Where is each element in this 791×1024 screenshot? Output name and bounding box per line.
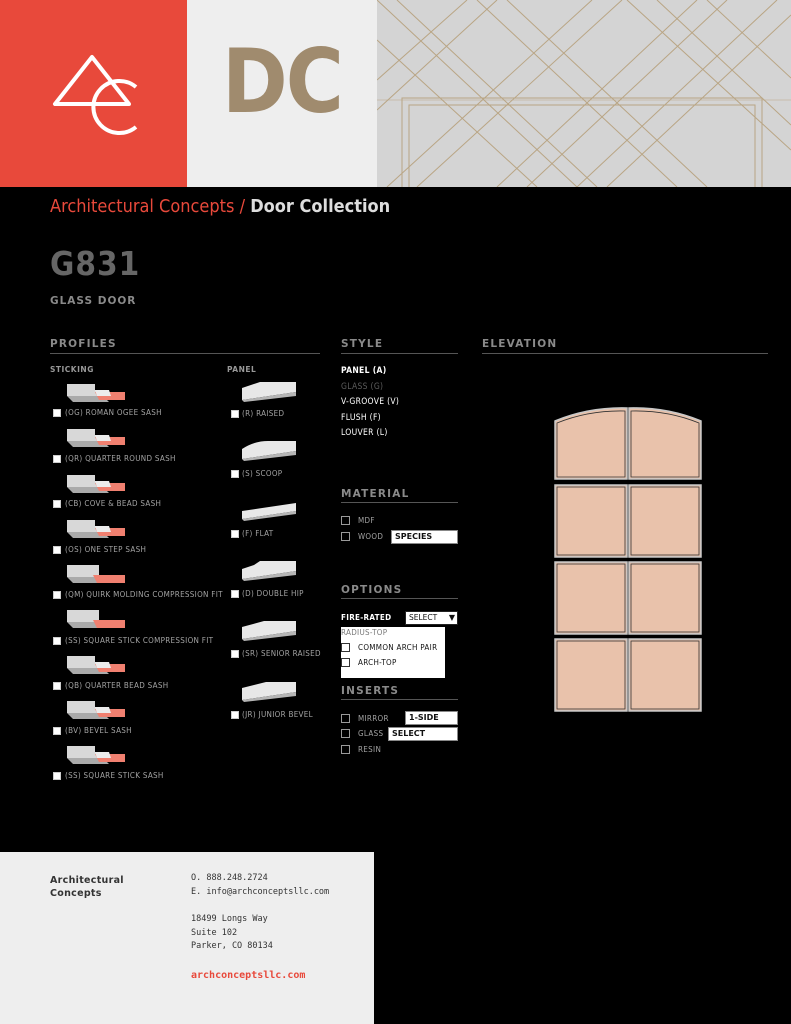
panel-profile-image (240, 378, 298, 404)
profiles-rule (50, 353, 320, 354)
panel-checkbox[interactable] (231, 650, 239, 658)
style-option-flush[interactable]: FLUSH (F) (341, 412, 381, 423)
style-heading: STYLE (341, 338, 384, 350)
panel-checkbox[interactable] (231, 590, 239, 598)
fire-rated-select-value: SELECT (409, 613, 438, 622)
sticking-heading: STICKING (50, 365, 94, 374)
panel-label: (S) SCOOP (242, 469, 283, 478)
company-name: Architectural Concepts (50, 196, 235, 217)
sticking-label: (QR) QUARTER ROUND SASH (65, 454, 176, 463)
inserts-rule (341, 699, 458, 700)
sticking-checkbox[interactable] (53, 682, 61, 690)
sticking-checkbox[interactable] (53, 546, 61, 554)
footer-address (191, 913, 273, 954)
inserts-heading: INSERTS (341, 685, 400, 697)
style-rule (341, 353, 458, 354)
door-elevation-drawing (553, 405, 703, 713)
radius-top-option[interactable]: RADIUS-TOP (341, 628, 388, 637)
glass-pane (629, 408, 701, 479)
chevron-down-icon: ▼ (448, 613, 455, 622)
mirror-label: MIRROR (358, 714, 389, 723)
sticking-profile-image (65, 561, 127, 589)
brand-separator: / (234, 196, 251, 217)
glass-pane (629, 562, 701, 634)
style-option-glass[interactable]: GLASS (G) (341, 381, 384, 392)
sticking-checkbox[interactable] (53, 591, 61, 599)
sticking-label: (SS) SQUARE STICK COMPRESSION FIT (65, 636, 214, 645)
footer-address-line2: Suite 102 (191, 927, 238, 938)
footer-company-line1: Architectural (50, 875, 124, 886)
sticking-checkbox[interactable] (53, 500, 61, 508)
mirror-field[interactable]: 1-SIDE (405, 711, 458, 725)
product-type: GLASS DOOR (50, 295, 137, 307)
sticking-checkbox[interactable] (53, 772, 61, 780)
footer-address-line1: 18499 Longs Way (191, 914, 268, 924)
style-list (341, 364, 399, 442)
panel-label: (F) FLAT (242, 529, 274, 538)
sticking-checkbox[interactable] (53, 637, 61, 645)
panel-profile-image (240, 557, 298, 583)
panel-label: (R) RAISED (242, 409, 285, 418)
panel-checkbox[interactable] (231, 470, 239, 478)
sticking-checkbox[interactable] (53, 455, 61, 463)
sticking-label: (QM) QUIRK MOLDING COMPRESSION FIT (65, 590, 223, 599)
sticking-profile-image (65, 516, 127, 544)
glass-pane (555, 408, 627, 479)
wood-label: WOOD (358, 532, 384, 541)
sticking-profile-image (65, 471, 127, 499)
style-option-v-groove[interactable]: V-GROOVE (V) (341, 397, 400, 407)
mdf-checkbox[interactable] (341, 516, 350, 525)
glass-checkbox[interactable] (341, 729, 350, 738)
panel-checkbox[interactable] (231, 410, 239, 418)
panel-checkbox[interactable] (231, 530, 239, 538)
arch-top-label: ARCH-TOP (358, 658, 397, 667)
panel-label: (JR) JUNIOR BEVEL (242, 710, 313, 719)
fire-rated-label: FIRE-RATED (341, 613, 392, 622)
sticking-profile-image (65, 697, 127, 725)
footer-email[interactable]: E. info@archconceptsllc.com (191, 886, 330, 897)
sticking-checkbox[interactable] (53, 409, 61, 417)
sticking-profile-image (65, 742, 127, 770)
header-pattern (377, 0, 791, 187)
profiles-heading: PROFILES (50, 338, 117, 350)
panel-profile-image (240, 497, 298, 523)
geometric-pattern-icon (377, 0, 791, 187)
footer-company-line2: Concepts (50, 888, 102, 899)
panel-label: (SR) SENIOR RAISED (242, 649, 321, 658)
glass-pane (555, 562, 627, 634)
panel-label: (D) DOUBLE HIP (242, 589, 304, 598)
wood-checkbox[interactable] (341, 532, 350, 541)
elevation-heading: ELEVATION (482, 338, 558, 350)
mdf-label: MDF (358, 516, 375, 525)
footer-contact (191, 872, 329, 899)
style-option-louver[interactable]: LOUVER (L) (341, 428, 388, 438)
sticking-checkbox[interactable] (53, 727, 61, 735)
product-model: G831 (50, 244, 141, 283)
options-heading: OPTIONS (341, 584, 403, 596)
footer-phone[interactable]: O. 888.248.2724 (191, 873, 268, 883)
ac-logo-icon (0, 0, 187, 187)
sticking-profile-image (65, 606, 127, 634)
panel-profile-image (240, 678, 298, 704)
fire-rated-select[interactable] (405, 611, 458, 625)
style-option-panel[interactable]: PANEL (A) (341, 366, 387, 376)
species-field[interactable]: SPECIES (391, 530, 458, 544)
mirror-checkbox[interactable] (341, 714, 350, 723)
sticking-label: (QB) QUARTER BEAD SASH (65, 681, 169, 690)
brand-line (50, 196, 390, 218)
material-rule (341, 502, 458, 503)
resin-label: RESIN (358, 745, 382, 754)
glass-pane (629, 639, 701, 711)
glass-pane (555, 639, 627, 711)
glass-pane (629, 485, 701, 557)
panel-profile-image (240, 437, 298, 463)
sticking-label: (OS) ONE STEP SASH (65, 545, 147, 554)
sticking-profile-image (65, 652, 127, 680)
collection-name: Door Collection (250, 196, 391, 217)
sticking-profile-image (65, 425, 127, 453)
glass-label: GLASS (358, 729, 384, 738)
glass-pane (555, 485, 627, 557)
options-rule (341, 598, 458, 599)
panel-checkbox[interactable] (231, 711, 239, 719)
sticking-label: (BV) BEVEL SASH (65, 726, 132, 735)
resin-checkbox[interactable] (341, 745, 350, 754)
panel-profile-image (240, 617, 298, 643)
common-arch-pair-checkbox[interactable] (341, 643, 350, 652)
arch-top-checkbox[interactable] (341, 658, 350, 667)
common-arch-pair-label: COMMON ARCH PAIR (358, 643, 438, 652)
elevation-rule (482, 353, 768, 354)
material-heading: MATERIAL (341, 488, 410, 500)
glass-field[interactable]: SELECT (388, 727, 458, 741)
footer-address-line3: Parker, CO 80134 (191, 941, 273, 951)
sticking-label: (OG) ROMAN OGEE SASH (65, 408, 162, 417)
sticking-profile-image (65, 380, 127, 408)
sticking-label: (SS) SQUARE STICK SASH (65, 771, 164, 780)
panel-heading: PANEL (227, 365, 257, 374)
dc-title: DC (222, 30, 342, 133)
sticking-label: (CB) COVE & BEAD SASH (65, 499, 162, 508)
footer-website-link[interactable]: archconceptsllc.com (191, 970, 306, 981)
logo-block (0, 0, 187, 187)
footer-company (50, 874, 124, 900)
